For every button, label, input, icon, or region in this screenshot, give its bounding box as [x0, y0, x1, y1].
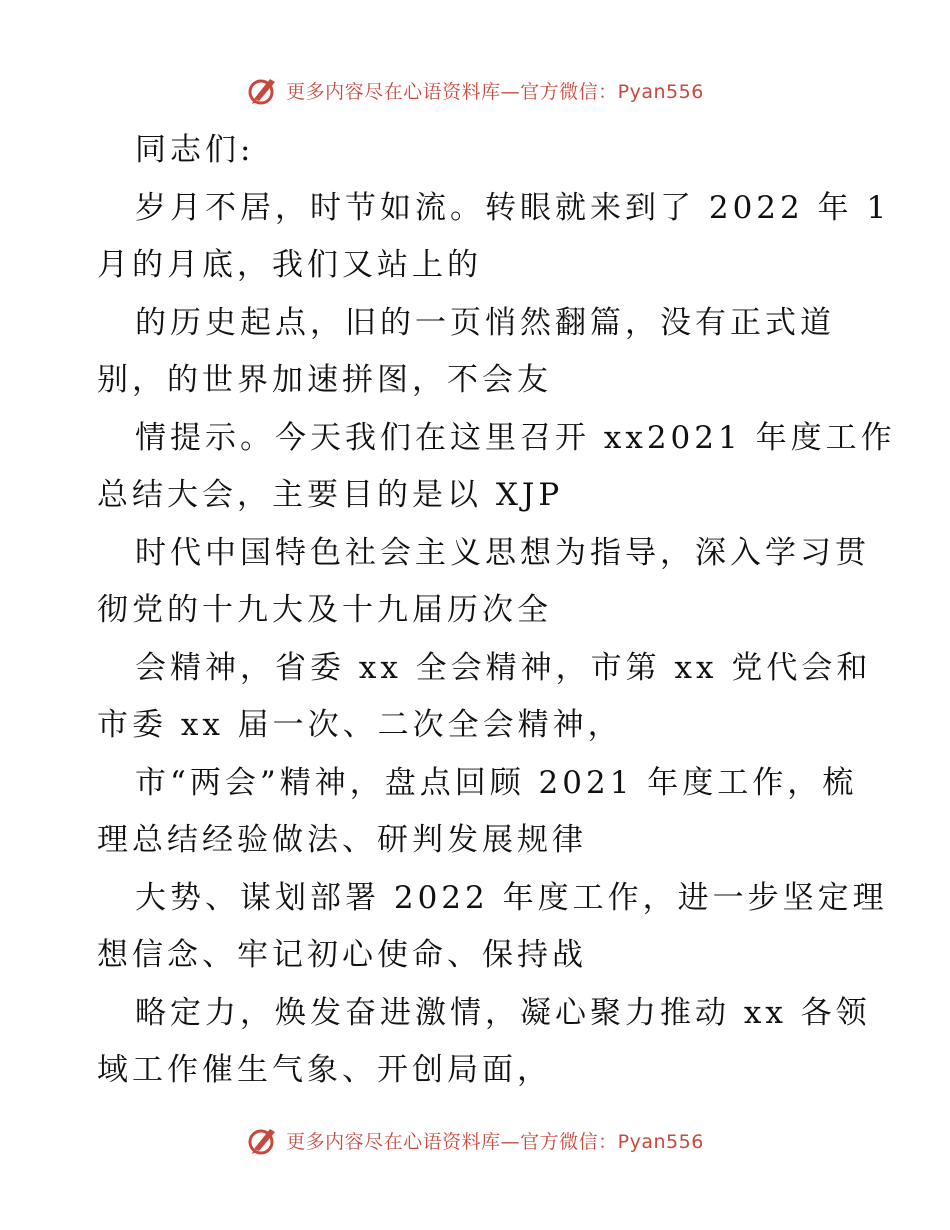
text-line: 总结大会，主要目的是以 XJP: [97, 477, 564, 513]
footer-watermark-banner: [0, 1120, 950, 1160]
text-line: 彻党的十九大及十九届历次全: [97, 592, 552, 628]
watermark-text: 更多内容尽在心语资料库—官方微信：Pyan556: [286, 1130, 704, 1153]
text-line: 市委 xx 届一次、二次全会精神，: [97, 707, 623, 743]
text-line: 时代中国特色社会主义思想为指导，深入学习贯: [135, 534, 870, 571]
text-line: 会精神，省委 xx 全会精神，市第 xx 党代会和: [135, 649, 872, 686]
text-line: 略定力，焕发奋进激情，凝心聚力推动 xx 各领: [135, 994, 871, 1031]
text-line: 情提示。今天我们在这里召开 xx2021 年度工作: [135, 419, 896, 456]
text-line: 岁月不居，时节如流。转眼就来到了 2022 年 1: [135, 189, 891, 226]
watermark-text: 更多内容尽在心语资料库—官方微信：Pyan556: [286, 80, 704, 103]
text-line: 域工作催生气象、开创局面，: [97, 1052, 552, 1088]
text-line: 月的月底，我们又站上的: [97, 247, 482, 283]
text-line: 别，的世界加速拼图，不会友: [97, 362, 552, 398]
document-body: [97, 122, 896, 1100]
header-watermark-banner: [0, 70, 950, 110]
text-line: 想信念、牢记初心使命、保持战: [97, 937, 587, 973]
text-line: 大势、谋划部署 2022 年度工作，进一步坚定理: [135, 879, 888, 916]
text-line: 的历史起点，旧的一页悄然翻篇，没有正式道: [135, 304, 835, 341]
text-line: 理总结经验做法、研判发展规律: [97, 822, 587, 858]
pen-logo-icon: [246, 1123, 280, 1157]
text-line: 同志们:: [135, 132, 255, 168]
text-line: 市“两会”精神，盘点回顾 2021 年度工作，梳: [135, 764, 858, 801]
pen-logo-icon: [246, 73, 280, 107]
